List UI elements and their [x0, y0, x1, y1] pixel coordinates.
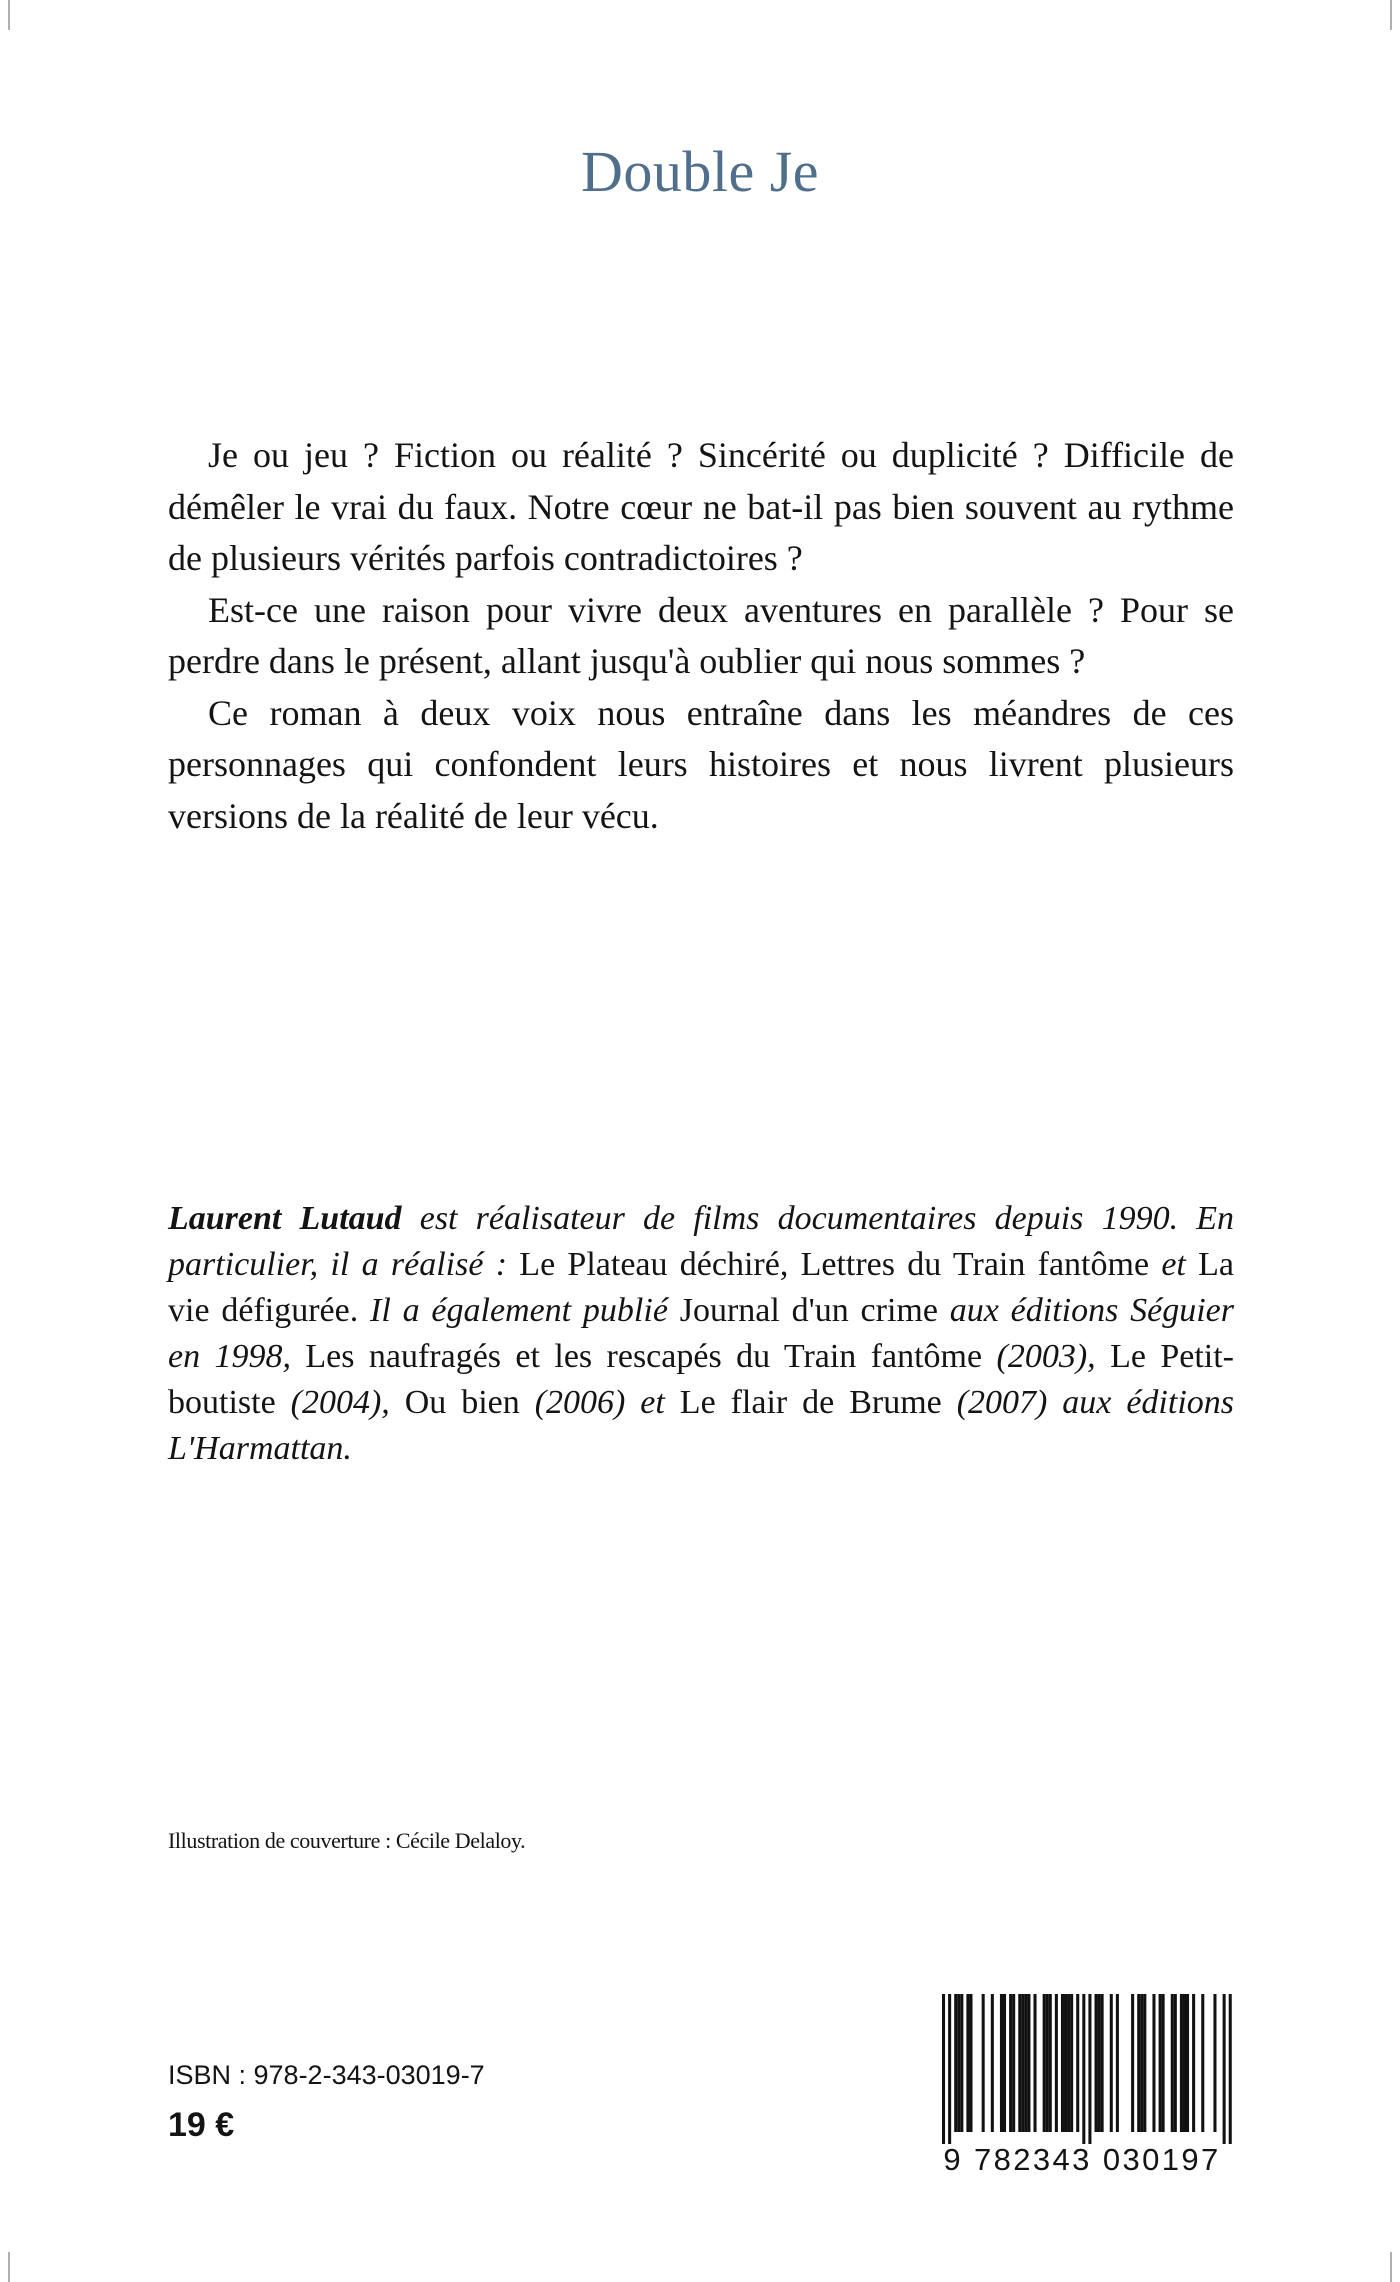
barcode-bar [1076, 1994, 1079, 2132]
author-name: Laurent Lutaud [168, 1200, 402, 1237]
barcode-guard-bar [1223, 1994, 1226, 2144]
barcode-bar [1061, 1994, 1064, 2132]
barcode-bar [1003, 1994, 1006, 2132]
bio-text: est réalisateur de films documentaires depuis 1990. En particulier, il a réalisé : [168, 1200, 1235, 1283]
barcode-bar [1018, 1994, 1021, 2132]
bio-text: et [1149, 1246, 1199, 1283]
barcode-bar [991, 1994, 994, 2132]
barcode-bar [1009, 1994, 1012, 2132]
barcode-bar [1027, 1994, 1030, 2132]
barcode-bar [1213, 1994, 1216, 2132]
back-cover-blurb [168, 430, 1234, 842]
barcode-bar [1012, 1994, 1015, 2132]
bio-text: (2006) et [519, 1384, 680, 1421]
barcode-bar [1201, 1994, 1204, 2132]
barcode-bars [926, 1994, 1238, 2144]
barcode-bar [1137, 1994, 1140, 2132]
bio-text: (2007) aux éditions L'Harmattan. [168, 1384, 1235, 1467]
work-title: Le Petit-boutiste [168, 1338, 1234, 1421]
barcode-guard-bar [942, 1994, 945, 2144]
bio-text: (2004), [275, 1384, 405, 1421]
barcode-bar [1070, 1994, 1073, 2132]
author-bio [168, 1196, 1234, 1472]
price: 19 € [168, 2106, 235, 2144]
barcode-bar [1034, 1994, 1037, 2132]
barcode-bar [1055, 1994, 1058, 2132]
barcode-bar [1098, 1994, 1101, 2132]
barcode [926, 1994, 1238, 2184]
barcode-bar [1183, 1994, 1186, 2132]
work-title: Journal d'un crime [679, 1292, 938, 1329]
barcode-bar [954, 1994, 957, 2132]
work-title: Le flair de Brume [679, 1384, 942, 1421]
barcode-bar [1162, 1994, 1165, 2132]
barcode-bar [1171, 1994, 1174, 2132]
barcode-bar [1131, 1994, 1134, 2132]
work-title: Le Plateau déchiré, Lettres du Train fantôme [519, 1246, 1150, 1283]
author-bio-paragraph [168, 1196, 1234, 1472]
barcode-digits: 9 782343 030197 [943, 2142, 1221, 2177]
barcode-bar [1110, 1994, 1113, 2132]
barcode-bar [1101, 1994, 1104, 2132]
crop-mark [1390, 2252, 1392, 2282]
barcode-bar [1116, 1994, 1119, 2132]
barcode-bar [1143, 1994, 1146, 2132]
book-title: Double Je [580, 139, 820, 204]
crop-mark [8, 0, 10, 30]
barcode-guard-bar [1229, 1994, 1232, 2144]
bio-text: aux éditions Séguier en 1998, [168, 1292, 1234, 1375]
barcode-bar [1024, 1994, 1027, 2132]
barcode-bar [1192, 1994, 1195, 2132]
barcode-bar [1152, 1994, 1155, 2132]
crop-mark [1390, 0, 1392, 30]
work-title: Ou bien [404, 1384, 520, 1421]
barcode-guard-bar [948, 1994, 951, 2144]
barcode-bar [1067, 1994, 1070, 2132]
crop-mark [8, 2252, 10, 2282]
barcode-bar [960, 1994, 963, 2132]
barcode-bar [1180, 1994, 1183, 2132]
barcode-bar [957, 1994, 960, 2132]
barcode-bar [1043, 1994, 1046, 2132]
barcode-bar [1174, 1994, 1177, 2132]
barcode-bar [1046, 1994, 1049, 2132]
barcode-bar [1159, 1994, 1162, 2132]
barcode-bar [1021, 1994, 1024, 2132]
barcode-bar [969, 1994, 972, 2132]
barcode-bar [1095, 1994, 1098, 2132]
blurb-paragraph: Est-ce une raison pour vivre deux aventures en parallèle ? Pour se perdre dans le présent, allant jusqu'à oublier qui nous sommes ? [168, 589, 1234, 681]
work-title: Les naufragés et les rescapés du Train fantôme [305, 1338, 983, 1375]
blurb-paragraph: Je ou jeu ? Fiction ou réalité ? Sincérité ou duplicité ? Difficile de démêler le vrai du faux. Notre cœur ne bat-il pas bien souvent au rythme de plusieurs vérités parfois contradictoires ? [168, 435, 1234, 578]
barcode-bar [982, 1994, 985, 2132]
isbn: ISBN : 978-2-343-03019-7 [168, 2060, 485, 2090]
barcode-bar [1000, 1994, 1003, 2132]
barcode-bar [1186, 1994, 1189, 2132]
barcode-bar [966, 1994, 969, 2132]
barcode-bar [1064, 1994, 1067, 2132]
bio-text: (2003), [982, 1338, 1111, 1375]
barcode-guard-bar [1082, 1994, 1085, 2144]
barcode-bar [1049, 1994, 1052, 2132]
blurb-paragraph: Ce roman à deux voix nous entraîne dans les méandres de ces personnages qui confondent leurs histoires et nous livrent plusieurs versions de la réalité de leur vécu. [168, 692, 1234, 836]
work-title: La vie défigurée. [168, 1246, 1234, 1329]
barcode-bar [1140, 1994, 1143, 2132]
cover-illustration-credit: Illustration de couverture : Cécile Delaloy. [168, 1828, 526, 1853]
barcode-guard-bar [1088, 1994, 1091, 2144]
bio-text: Il a également publié [358, 1292, 680, 1329]
